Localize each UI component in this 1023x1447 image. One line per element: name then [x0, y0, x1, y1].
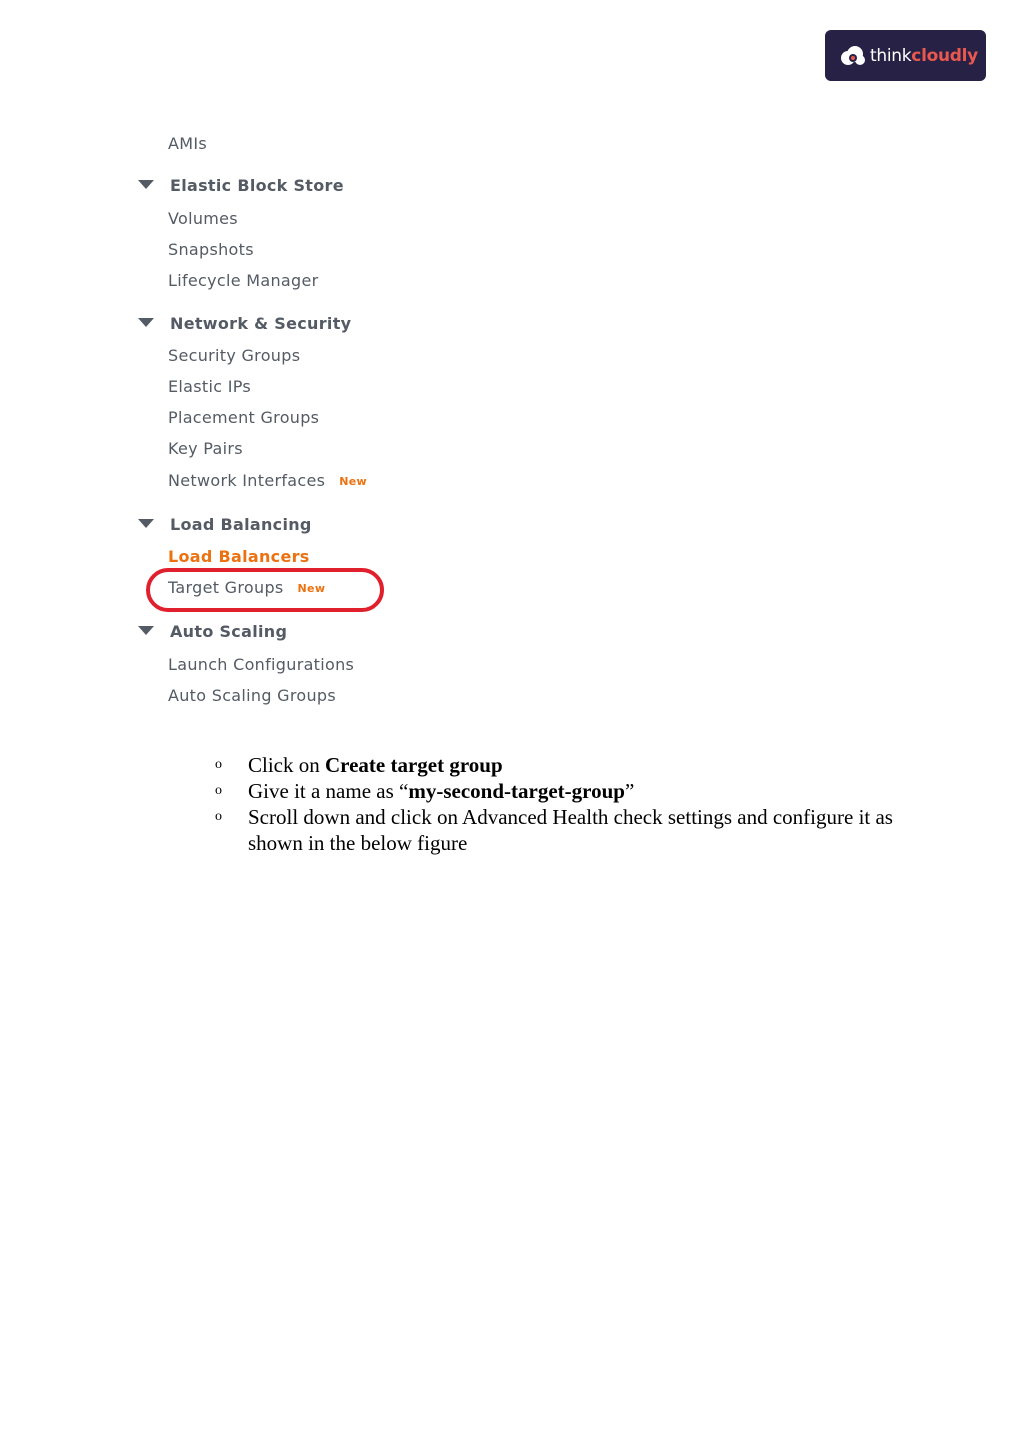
- instruction-text: Click on: [248, 753, 325, 777]
- caret-down-icon: [138, 180, 154, 189]
- nav-section-label: Elastic Block Store: [170, 176, 344, 195]
- bullet-o: o: [215, 783, 222, 798]
- bullet-o: o: [215, 757, 222, 772]
- nav-item-auto-scaling-groups[interactable]: Auto Scaling Groups: [168, 686, 337, 705]
- nav-item-amis[interactable]: AMIs: [168, 134, 208, 153]
- nav-section-label: Network & Security: [170, 314, 352, 333]
- instruction-item: [215, 752, 915, 778]
- nav-item-snapshots[interactable]: Snapshots: [168, 240, 254, 259]
- instruction-item: [215, 804, 915, 856]
- nav-item-volumes[interactable]: Volumes: [168, 209, 238, 228]
- new-badge: New: [339, 475, 367, 488]
- nav-section-network-security[interactable]: [138, 314, 351, 334]
- nav-item-placement-groups[interactable]: Placement Groups: [168, 408, 320, 427]
- cloud-logo-icon: [838, 44, 866, 68]
- thinkcloudly-logo: [825, 30, 986, 81]
- nav-item-key-pairs[interactable]: Key Pairs: [168, 439, 243, 458]
- nav-item-elastic-ips[interactable]: Elastic IPs: [168, 377, 252, 396]
- nav-section-auto-scaling[interactable]: [138, 622, 287, 642]
- bullet-o: o: [215, 809, 222, 824]
- logo-think-text: think: [870, 45, 912, 66]
- instruction-item: [215, 778, 915, 804]
- nav-item-label: Target Groups: [168, 578, 284, 597]
- nav-item-launch-configurations[interactable]: Launch Configurations: [168, 655, 355, 674]
- instruction-text: Scroll down and click on Advanced Health check settings and configure it as shown in the below figure: [248, 805, 893, 855]
- nav-item-lifecycle-manager[interactable]: Lifecycle Manager: [168, 271, 319, 290]
- nav-item-load-balancers[interactable]: Load Balancers: [168, 547, 310, 566]
- instruction-text: Give it a name as “: [248, 779, 409, 803]
- nav-section-load-balancing[interactable]: [138, 515, 312, 535]
- instruction-bold: my-second-target-group: [408, 779, 625, 803]
- nav-item-target-groups[interactable]: [168, 578, 325, 599]
- nav-section-elastic-block-store[interactable]: [138, 176, 344, 196]
- logo-wordmark: [870, 46, 978, 66]
- nav-item-security-groups[interactable]: Security Groups: [168, 346, 301, 365]
- caret-down-icon: [138, 519, 154, 528]
- caret-down-icon: [138, 626, 154, 635]
- nav-section-label: Load Balancing: [170, 515, 312, 534]
- nav-item-label: Network Interfaces: [168, 471, 326, 490]
- caret-down-icon: [138, 318, 154, 327]
- instruction-bold: Create target group: [325, 753, 503, 777]
- instruction-list: [215, 752, 915, 856]
- nav-item-network-interfaces[interactable]: [168, 471, 367, 492]
- logo-cloudly-text: cloudly: [911, 45, 978, 66]
- instruction-suffix: ”: [624, 779, 635, 803]
- nav-section-label: Auto Scaling: [170, 622, 288, 641]
- new-badge: New: [297, 582, 326, 595]
